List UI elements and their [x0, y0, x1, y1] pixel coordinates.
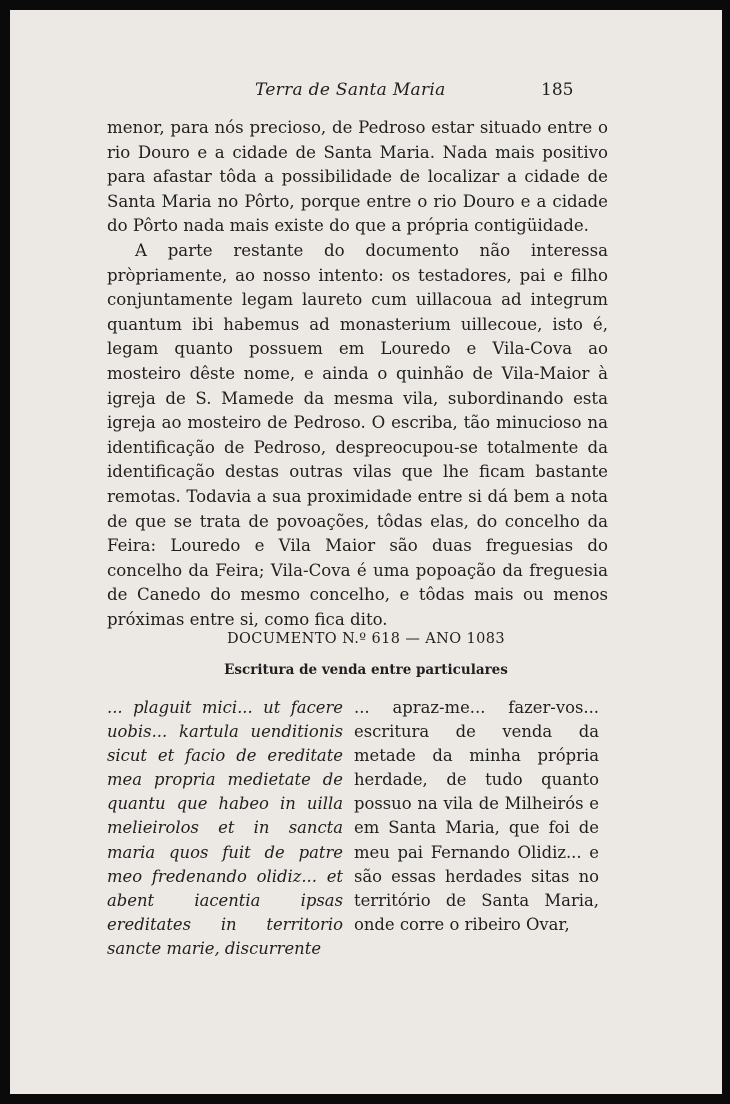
- paragraph-1: menor, para nós precioso, de Pedroso estar situado entre o rio Douro e a cidade de Santa Maria. Nada mais positivo para afastar tôda a possibilidade de localizar a cidade de Santa Maria no Pôrto, porque entre o rio Douro e a cidade do Pôrto nada mais existe do que a própria contigüidade.: [107, 118, 608, 236]
- running-title: Terra de Santa Maria: [255, 80, 446, 100]
- document-heading: DOCUMENTO N.º 618 — ANO 1083: [226, 631, 506, 647]
- latin-text: ... plaguit mici... ut facere uobis... kartula uenditionis sicut et facio de ereditate mea propria medietate de quantu que habeo in uilla melieirolos et in sancta maria quos fuit de patre meo fredenando olidiz... et abent iacentia ipsas ereditates in territorio sancte marie, discurrente: [107, 698, 343, 958]
- page-number: 185: [541, 80, 574, 100]
- page-header: [10, 80, 722, 104]
- book-page: [10, 10, 722, 1094]
- portuguese-column: [354, 696, 599, 937]
- latin-column: [107, 696, 343, 961]
- paragraph-2: A parte restante do documento não interessa pròpriamente, ao nosso intento: os testadores, pai e filho conjuntamente legam laureto cum uillacoua ad integrum quantum ibi habemus ad monasterium uillecoue, isto é, legam quanto possuem em Louredo e Vila-Cova ao mosteiro dêste nome, e ainda o quinhão de Vila-Maior à igreja de S. Mamede da mesma vila, subordinando esta igreja ao mosteiro de Pedroso. O escriba, tão minucioso na identificação de Pedroso, despreocupou-se totalmente da identificação destas outras vilas que lhe ficam bastante remotas. Todavia a sua proximidade entre si dá bem a nota de que se trata de povoações, tôdas elas, do concelho da Feira: Louredo e Vila Maior são duas freguesias do concelho da Feira; Vila-Cova é uma popoação da freguesia de Canedo do mesmo concelho, e tôdas mais ou menos próximas entre si, como fica dito.: [107, 240, 608, 629]
- portuguese-text: ... apraz-me... fazer-vos... escritura de venda da metade da minha própria herdade, de tudo quanto possuo na vila de Milheirós e em Santa Maria, que foi de meu pai Fernando Olidiz... e são essas herdades sitas no território de Santa Maria, onde corre o ribeiro Ovar,: [354, 698, 599, 934]
- body-text: [107, 116, 608, 632]
- document-subtitle: Escritura de venda entre particulares: [224, 662, 508, 678]
